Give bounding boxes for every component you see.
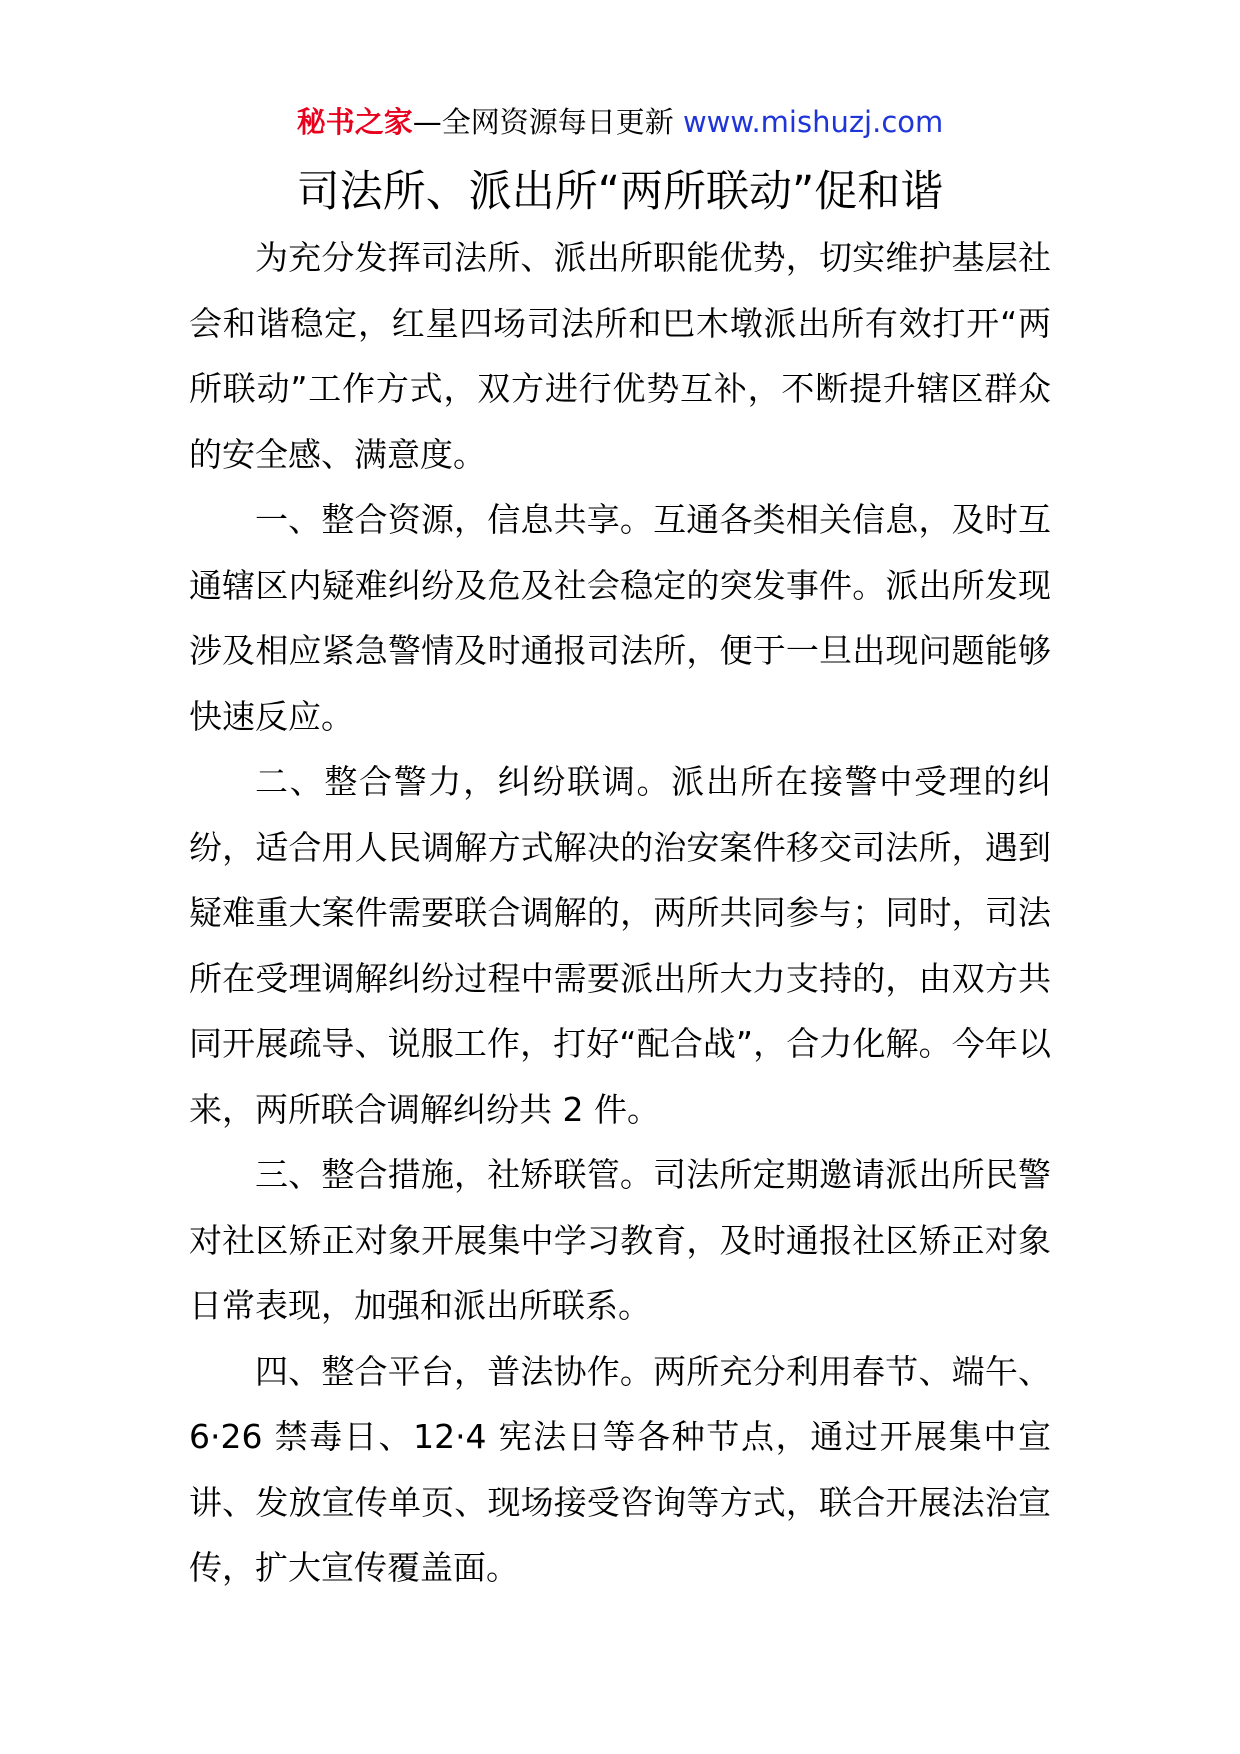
document-body bbox=[189, 225, 1051, 1601]
brand-name: 秘书之家 bbox=[296, 105, 413, 139]
site-header bbox=[0, 100, 1240, 144]
site-url-link[interactable]: www.mishuzj.com bbox=[682, 105, 944, 139]
paragraph-intro: 为充分发挥司法所、派出所职能优势，切实维护基层社会和谐稳定，红星四场司法所和巴木墩派出所有效打开“两所联动”工作方式，双方进行优势互补，不断提升辖区群众的安全感、满意度。 bbox=[189, 238, 1051, 474]
header-tagline: —全网资源每日更新 bbox=[412, 105, 683, 139]
paragraph-section-2: 二、整合警力，纠纷联调。派出所在接警中受理的纠纷，适合用人民调解方式解决的治安案件移交司法所，遇到疑难重大案件需要联合调解的，两所共同参与；同时，司法所在受理调解纠纷过程中需要派出所大力支持的，由双方共同开展疏导、说服工作，打好“配合战”，合力化解。今年以来，两所联合调解纠纷共 2 件。 bbox=[189, 762, 1051, 1129]
paragraph-section-1: 一、整合资源，信息共享。互通各类相关信息，及时互通辖区内疑难纠纷及危及社会稳定的突发事件。派出所发现涉及相应紧急警情及时通报司法所，便于一旦出现问题能够快速反应。 bbox=[189, 500, 1051, 736]
paragraph-section-4: 四、整合平台，普法协作。两所充分利用春节、端午、6·26 禁毒日、12·4 宪法日等各种节点，通过开展集中宣讲、发放宣传单页、现场接受咨询等方式，联合开展法治宣传，扩大宣传覆盖面。 bbox=[189, 1351, 1051, 1587]
paragraph-section-3: 三、整合措施，社矫联管。司法所定期邀请派出所民警对社区矫正对象开展集中学习教育，及时通报社区矫正对象日常表现，加强和派出所联系。 bbox=[189, 1155, 1051, 1325]
document-title: 司法所、派出所“两所联动”促和谐 bbox=[296, 167, 944, 217]
